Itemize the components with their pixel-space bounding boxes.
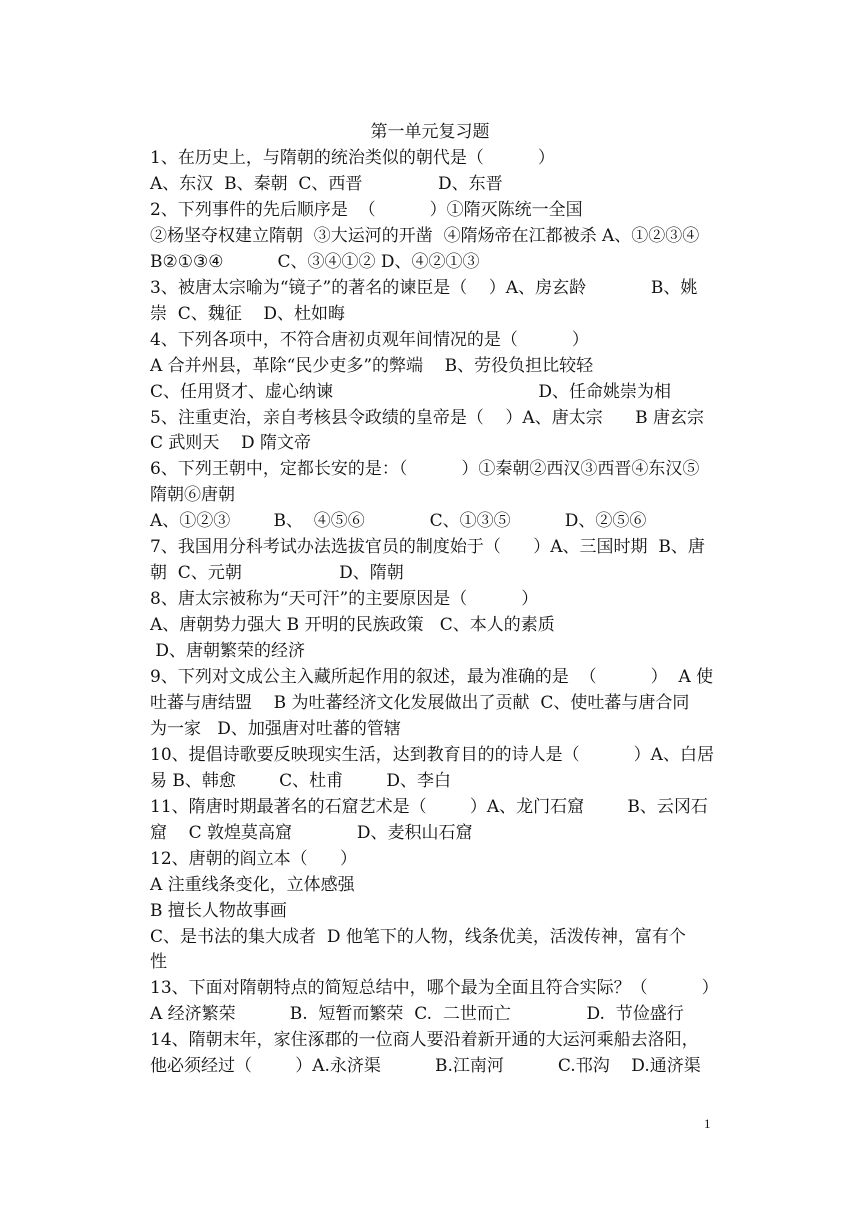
text-line: 2、下列事件的先后顺序是 （ ）①隋灭陈统一全国 (150, 199, 583, 220)
text-line: 为一家 D、加强唐对吐蕃的管辖 (150, 718, 401, 739)
text-line: 隋朝⑥唐朝 (150, 485, 235, 506)
text-line: 9、下列对文成公主入藏所起作用的叙述，最为准确的是 （ ） A 使 (150, 667, 714, 687)
text-line: B②①③④ C、③④①② D、④②①③ (150, 251, 480, 272)
text-line: 朝 C、元朝 D、隋朝 (150, 563, 404, 584)
text-line: C 武则天 D 隋文帝 (150, 433, 312, 454)
text-line: C、任用贤才、虚心纳谏 D、任命姚崇为相 (150, 381, 671, 402)
text-line: 4、下列各项中，不符合唐初贞观年间情况的是（ ） (150, 329, 589, 350)
text-line: 窟 C 敦煌莫高窟 D、麦积山石窟 (150, 822, 473, 843)
text-line: C、是书法的集大成者 D 他笔下的人物，线条优美，活泼传神，富有个 (150, 926, 686, 947)
text-line: A、①②③ B、 ④⑤⑥ C、①③⑤ D、②⑤⑥ (150, 511, 647, 532)
text-line: 8、唐太宗被称为“天可汗”的主要原因是（ ） (150, 589, 539, 610)
text-line: 易 B、韩愈 C、杜甫 D、李白 (150, 770, 451, 791)
page-number: 1 (704, 1116, 711, 1131)
text-line: 13、下面对隋朝特点的简短总结中，哪个最为全面且符合实际？（ ） (150, 978, 719, 999)
text-line: 1、在历史上，与隋朝的统治类似的朝代是（ ） (150, 148, 555, 168)
text-line: A 合并州县，革除“民少吏多”的弊端 B、劳役负担比较轻 (150, 355, 594, 376)
text-line: ②杨坚夺权建立隋朝 ③大运河的开凿 ④隋炀帝在江都被杀 A、①②③④ (150, 225, 700, 246)
text-line: 14、隋朝末年，家住涿郡的一位商人要沿着新开通的大运河乘船去洛阳， (150, 1030, 699, 1051)
text-line: 5、注重吏治，亲自考核县令政绩的皇帝是（ ）A、唐太宗 B 唐玄宗 (150, 407, 705, 428)
text-line: 吐蕃与唐结盟 B 为吐蕃经济文化发展做出了贡献 C、使吐蕃与唐合同 (150, 692, 690, 713)
text-line: A、唐朝势力强大 B 开明的民族政策 C、本人的素质 (150, 615, 555, 636)
text-line: B 擅长人物故事画 (150, 900, 287, 921)
text-line: 6、下列王朝中，定都长安的是：（ ）①秦朝②西汉③西晋④东汉⑤ (150, 459, 700, 480)
text-line: 性 (150, 952, 167, 973)
text-line: A 注重线条变化，立体感强 (150, 874, 355, 895)
text-line: 7、我国用分科考试办法选拔官员的制度始于（ ）A、三国时期 B、唐 (150, 537, 705, 558)
text-line: A 经济繁荣 B. 短暂而繁荣 C. 二世而亡 D. 节俭盛行 (150, 1004, 684, 1025)
text-line: D、唐朝繁荣的经济 (150, 641, 306, 662)
text-line: A、东汉 B、秦朝 C、西晋 D、东晋 (150, 173, 503, 194)
text-line: 他必须经过（ ）A.永济渠 B.江南河 C.邗沟 D.通济渠 (150, 1056, 701, 1077)
text-line: 崇 C、魏征 D、杜如晦 (150, 303, 346, 324)
page-title: 第一单元复习题 (370, 122, 490, 142)
text-line: 3、被唐太宗喻为“镜子”的著名的谏臣是（ ）A、房玄龄 B、姚 (150, 277, 698, 298)
text-line: 10、提倡诗歌要反映现实生活，达到教育目的的诗人是（ ）A、白居 (150, 744, 714, 765)
text-line: 12、唐朝的阎立本（ ） (150, 848, 358, 869)
text-line: 11、隋唐时期最著名的石窟艺术是（ ）A、龙门石窟 B、云冈石 (150, 796, 708, 817)
